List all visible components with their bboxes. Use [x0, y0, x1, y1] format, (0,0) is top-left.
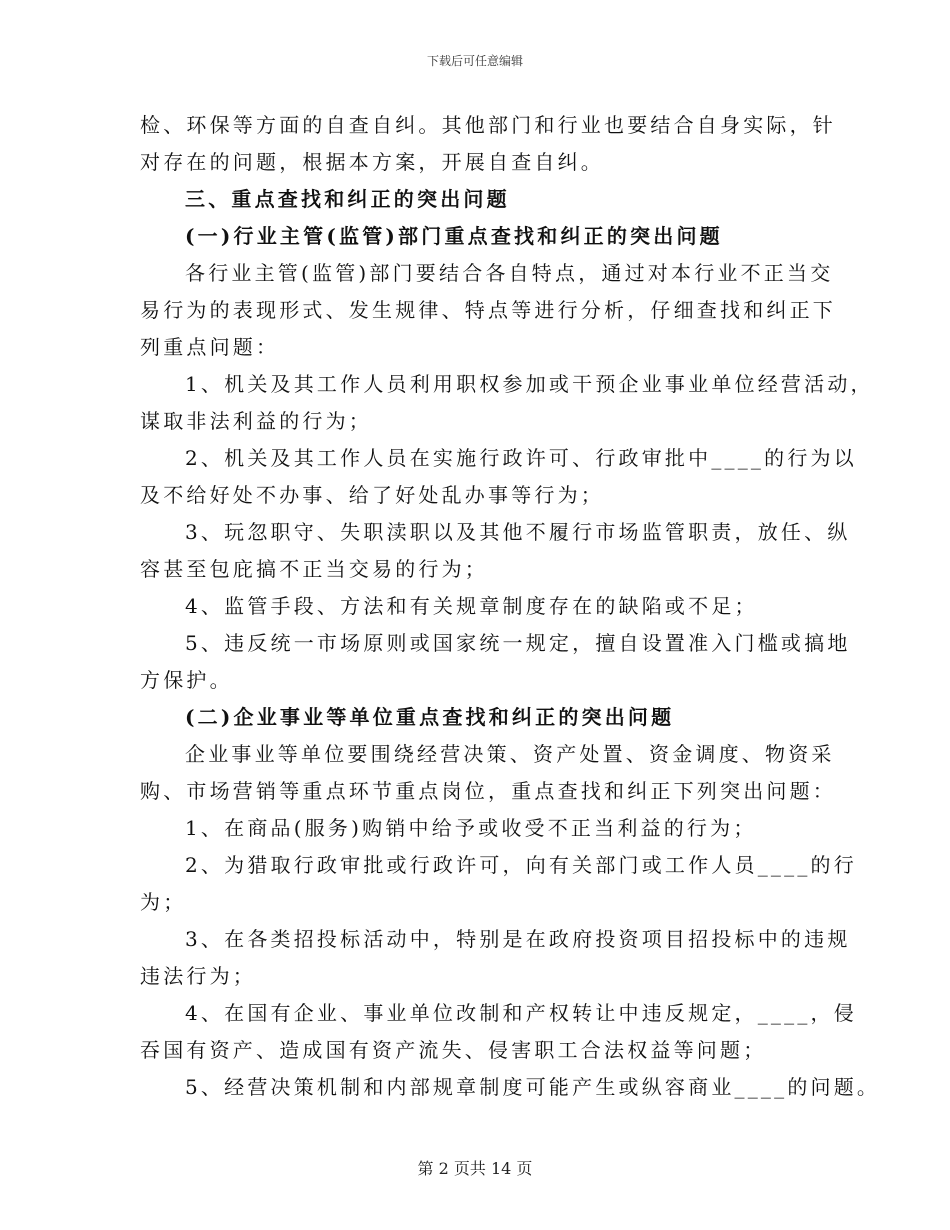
- paragraph-line: 对存在的问题，根据本方案，开展自查自纠。: [140, 150, 604, 174]
- list-item: 1、在商品(服务)购销中给予或收受不正当利益的行为；: [185, 816, 757, 840]
- list-item-continuation: 方保护。: [140, 668, 233, 692]
- paragraph-line: 易行为的表现形式、发生规律、特点等进行分析，仔细查找和纠正下: [140, 298, 836, 322]
- subsection-heading: (一)行业主管(监管)部门重点查找和纠正的突出问题: [185, 224, 723, 248]
- paragraph-line: 各行业主管(监管)部门要结合各自特点，通过对本行业不正当交: [185, 261, 834, 285]
- list-item: 5、违反统一市场原则或国家统一规定，擅自设置准入门槛或搞地: [185, 631, 851, 655]
- list-item: 1、机关及其工作人员利用职权参加或干预企业事业单位经营活动，: [185, 372, 874, 396]
- list-item-continuation: 及不给好处不办事、给了好处乱办事等行为；: [140, 483, 604, 507]
- list-item: 3、玩忽职守、失职渎职以及其他不履行市场监管职责，放任、纵: [185, 520, 851, 544]
- list-item: 2、为猎取行政审批或行政许可，向有关部门或工作人员____的行: [185, 853, 857, 877]
- paragraph-line: 列重点问题：: [140, 335, 280, 359]
- list-item: 4、在国有企业、事业单位改制和产权转让中违反规定，____，侵: [185, 1001, 857, 1025]
- paragraph-line: 企业事业等单位要围绕经营决策、资产处置、资金调度、物资采: [185, 742, 835, 766]
- page-footer: 第 2 页共 14 页: [417, 1159, 533, 1178]
- list-item: 2、机关及其工作人员在实施行政许可、行政审批中____的行为以: [185, 446, 857, 470]
- list-item-continuation: 吞国有资产、造成国有资产流失、侵害职工合法权益等问题；: [140, 1038, 767, 1062]
- list-item-continuation: 谋取非法利益的行为；: [140, 409, 372, 433]
- section-heading: 三、重点查找和纠正的突出问题: [185, 187, 510, 211]
- list-item: 5、经营决策机制和内部规章制度可能产生或纵容商业____的问题。: [185, 1075, 881, 1099]
- list-item: 4、监管手段、方法和有关规章制度存在的缺陷或不足；: [185, 594, 758, 618]
- list-item-continuation: 容甚至包庇搞不正当交易的行为；: [140, 557, 488, 581]
- list-item-continuation: 违法行为；: [140, 964, 256, 988]
- list-item-continuation: 为；: [140, 890, 187, 914]
- paragraph-line: 购、市场营销等重点环节重点岗位，重点查找和纠正下列突出问题：: [140, 779, 836, 803]
- page-header: 下载后可任意编辑: [426, 54, 523, 68]
- subsection-heading: (二)企业事业等单位重点查找和纠正的突出问题: [185, 705, 675, 729]
- list-item: 3、在各类招投标活动中，特别是在政府投资项目招投标中的违规: [185, 927, 851, 951]
- paragraph-line: 检、环保等方面的自查自纠。其他部门和行业也要结合自身实际，针: [140, 113, 836, 137]
